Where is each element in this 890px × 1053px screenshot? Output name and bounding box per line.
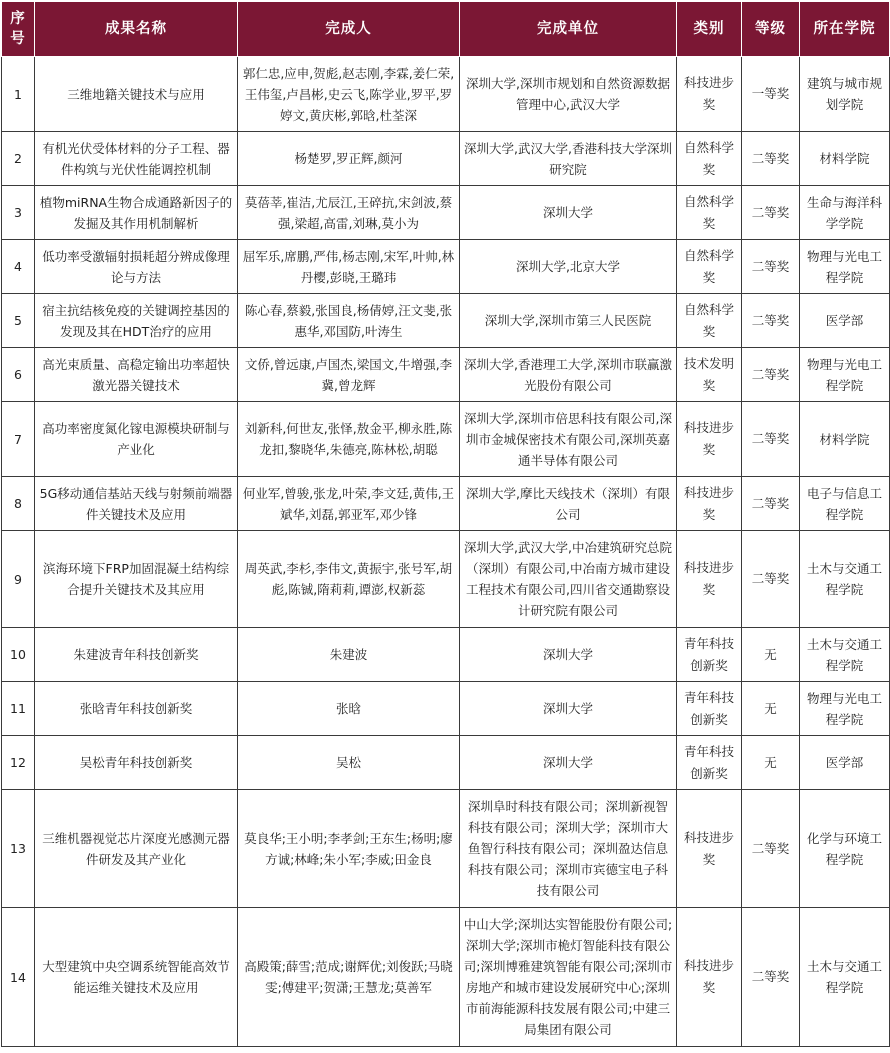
contributors: 周英武,李杉,李伟文,黄振宇,张号军,胡彪,陈铖,隋莉莉,谭澎,权新蕊 <box>238 531 460 628</box>
achievement-name: 高功率密度氮化镓电源模块研制与产业化 <box>35 402 238 477</box>
table-row <box>2 57 890 132</box>
college: 材料学院 <box>800 402 890 477</box>
institutions: 深圳大学 <box>460 682 677 736</box>
table-row <box>2 294 890 348</box>
institutions: 深圳大学 <box>460 186 677 240</box>
institutions: 深圳阜时科技有限公司；深圳新视智科技有限公司；深圳大学；深圳市大鱼智行科技有限公司；深圳盈达信息科技有限公司；深圳市宾德宝电子科技有限公司 <box>460 790 677 908</box>
award-level: 无 <box>742 736 800 790</box>
award-level: 二等奖 <box>742 240 800 294</box>
achievement-name: 有机光伏受体材料的分子工程、器件构筑与光伏性能调控机制 <box>35 132 238 186</box>
institutions: 深圳大学,摩比天线技术（深圳）有限公司 <box>460 477 677 531</box>
institutions: 深圳大学,武汉大学,中冶建筑研究总院（深圳）有限公司,中冶南方城市建设工程技术有限公司,四川省交通勘察设计研究院有限公司 <box>460 531 677 628</box>
row-number: 11 <box>2 682 35 736</box>
table-row <box>2 348 890 402</box>
contributors: 屈军乐,席鹏,严伟,杨志刚,宋军,叶帅,林丹樱,彭晓,王璐玮 <box>238 240 460 294</box>
institutions: 深圳大学,深圳市倍思科技有限公司,深圳市金城保密技术有限公司,深圳英嘉通半导体有限公司 <box>460 402 677 477</box>
row-number: 8 <box>2 477 35 531</box>
row-number: 14 <box>2 908 35 1047</box>
award-category: 自然科学奖 <box>677 294 742 348</box>
college: 材料学院 <box>800 132 890 186</box>
contributors: 杨楚罗,罗正辉,颜河 <box>238 132 460 186</box>
award-category: 自然科学奖 <box>677 240 742 294</box>
award-level: 一等奖 <box>742 57 800 132</box>
achievement-name: 宿主抗结核免疫的关键调控基因的发现及其在HDT治疗的应用 <box>35 294 238 348</box>
college: 物理与光电工程学院 <box>800 348 890 402</box>
contributors: 吴松 <box>238 736 460 790</box>
row-number: 6 <box>2 348 35 402</box>
row-number: 13 <box>2 790 35 908</box>
achievement-name: 张晗青年科技创新奖 <box>35 682 238 736</box>
award-category: 青年科技创新奖 <box>677 736 742 790</box>
college: 医学部 <box>800 736 890 790</box>
award-category: 自然科学奖 <box>677 186 742 240</box>
college: 电子与信息工程学院 <box>800 477 890 531</box>
row-number: 10 <box>2 628 35 682</box>
row-number: 5 <box>2 294 35 348</box>
row-number: 3 <box>2 186 35 240</box>
contributors: 郭仁忠,应申,贺彪,赵志刚,李霖,姜仁荣,王伟玺,卢昌彬,史云飞,陈学业,罗平,罗婷文,黄庆彬,郭晗,杜荃深 <box>238 57 460 132</box>
achievement-name: 大型建筑中央空调系统智能高效节能运维关键技术及应用 <box>35 908 238 1047</box>
institutions: 深圳大学 <box>460 628 677 682</box>
achievement-name: 植物miRNA生物合成通路新因子的发掘及其作用机制解析 <box>35 186 238 240</box>
table-row <box>2 531 890 628</box>
table-row <box>2 240 890 294</box>
institutions: 深圳大学 <box>460 736 677 790</box>
award-level: 二等奖 <box>742 402 800 477</box>
row-number: 4 <box>2 240 35 294</box>
award-level: 无 <box>742 682 800 736</box>
contributors: 何业军,曾骏,张龙,叶荣,李文廷,黄伟,王斌华,刘磊,郭亚军,邓少锋 <box>238 477 460 531</box>
achievement-name: 低功率受激辐射损耗超分辨成像理论与方法 <box>35 240 238 294</box>
college: 化学与环境工程学院 <box>800 790 890 908</box>
achievement-name: 5G移动通信基站天线与射频前端器件关键技术及应用 <box>35 477 238 531</box>
award-category: 科技进步奖 <box>677 531 742 628</box>
college: 土木与交通工程学院 <box>800 531 890 628</box>
award-level: 二等奖 <box>742 531 800 628</box>
contributors: 刘新科,何世友,张怿,敖金平,柳永胜,陈龙扣,黎晓华,朱德亮,陈林松,胡聪 <box>238 402 460 477</box>
contributors: 高殿策;薛雪;范成;谢辉优;刘俊跃;马晓雯;傅建平;贺潇;王慧龙;莫善军 <box>238 908 460 1047</box>
college: 物理与光电工程学院 <box>800 682 890 736</box>
header-cell-name: 成果名称 <box>35 2 238 57</box>
header-cell-category: 类别 <box>677 2 742 57</box>
award-category: 科技进步奖 <box>677 790 742 908</box>
achievement-name: 高光束质量、高稳定输出功率超快激光器关键技术 <box>35 348 238 402</box>
table-row <box>2 402 890 477</box>
college: 建筑与城市规划学院 <box>800 57 890 132</box>
contributors: 莫良华;王小明;李孝剑;王东生;杨明;廖方诚;林峰;朱小军;李威;田金良 <box>238 790 460 908</box>
award-level: 二等奖 <box>742 348 800 402</box>
award-level: 二等奖 <box>742 294 800 348</box>
awards-table <box>1 1 890 1047</box>
award-level: 二等奖 <box>742 477 800 531</box>
row-number: 7 <box>2 402 35 477</box>
award-category: 青年科技创新奖 <box>677 682 742 736</box>
header-row <box>2 2 890 57</box>
institutions: 中山大学;深圳达实智能股份有限公司;深圳大学;深圳市桅灯智能科技有限公司;深圳博雅建筑智能有限公司;深圳市房地产和城市建设发展研究中心;深圳市前海能源科技发展有限公司;中建三局集团有限公司 <box>460 908 677 1047</box>
award-category: 科技进步奖 <box>677 908 742 1047</box>
table-row <box>2 908 890 1047</box>
achievement-name: 滨海环境下FRP加固混凝土结构综合提升关键技术及其应用 <box>35 531 238 628</box>
header-cell-units: 完成单位 <box>460 2 677 57</box>
college: 物理与光电工程学院 <box>800 240 890 294</box>
table-row <box>2 132 890 186</box>
institutions: 深圳大学,深圳市规划和自然资源数据管理中心,武汉大学 <box>460 57 677 132</box>
achievement-name: 三维机器视觉芯片深度光感测元器件研发及其产业化 <box>35 790 238 908</box>
institutions: 深圳大学,香港理工大学,深圳市联赢激光股份有限公司 <box>460 348 677 402</box>
award-category: 技术发明奖 <box>677 348 742 402</box>
contributors: 朱建波 <box>238 628 460 682</box>
award-level: 二等奖 <box>742 790 800 908</box>
award-level: 二等奖 <box>742 132 800 186</box>
achievement-name: 三维地籍关键技术与应用 <box>35 57 238 132</box>
table-row <box>2 790 890 908</box>
row-number: 12 <box>2 736 35 790</box>
award-category: 自然科学奖 <box>677 132 742 186</box>
award-level: 无 <box>742 628 800 682</box>
institutions: 深圳大学,北京大学 <box>460 240 677 294</box>
table-row <box>2 682 890 736</box>
table-row <box>2 736 890 790</box>
contributors: 文侨,曾远康,卢国杰,梁国文,牛增强,李冀,曾龙辉 <box>238 348 460 402</box>
institutions: 深圳大学,深圳市第三人民医院 <box>460 294 677 348</box>
award-category: 科技进步奖 <box>677 477 742 531</box>
award-level: 二等奖 <box>742 186 800 240</box>
achievement-name: 朱建波青年科技创新奖 <box>35 628 238 682</box>
college: 医学部 <box>800 294 890 348</box>
row-number: 1 <box>2 57 35 132</box>
award-category: 科技进步奖 <box>677 57 742 132</box>
award-level: 二等奖 <box>742 908 800 1047</box>
table-row <box>2 186 890 240</box>
institutions: 深圳大学,武汉大学,香港科技大学深圳研究院 <box>460 132 677 186</box>
college: 土木与交通工程学院 <box>800 628 890 682</box>
header-cell-level: 等级 <box>742 2 800 57</box>
award-category: 科技进步奖 <box>677 402 742 477</box>
contributors: 张晗 <box>238 682 460 736</box>
college: 土木与交通工程学院 <box>800 908 890 1047</box>
college: 生命与海洋科学学院 <box>800 186 890 240</box>
header-cell-no: 序号 <box>2 2 35 57</box>
table-row <box>2 628 890 682</box>
award-category: 青年科技创新奖 <box>677 628 742 682</box>
achievement-name: 吴松青年科技创新奖 <box>35 736 238 790</box>
table-row <box>2 477 890 531</box>
header-cell-people: 完成人 <box>238 2 460 57</box>
contributors: 莫蓓莘,崔洁,尤辰江,王碎抗,宋剑波,蔡强,梁超,高雷,刘琳,莫小为 <box>238 186 460 240</box>
contributors: 陈心春,蔡毅,张国良,杨倩婷,汪文斐,张惠华,邓国防,叶涛生 <box>238 294 460 348</box>
row-number: 2 <box>2 132 35 186</box>
header-cell-college: 所在学院 <box>800 2 890 57</box>
row-number: 9 <box>2 531 35 628</box>
